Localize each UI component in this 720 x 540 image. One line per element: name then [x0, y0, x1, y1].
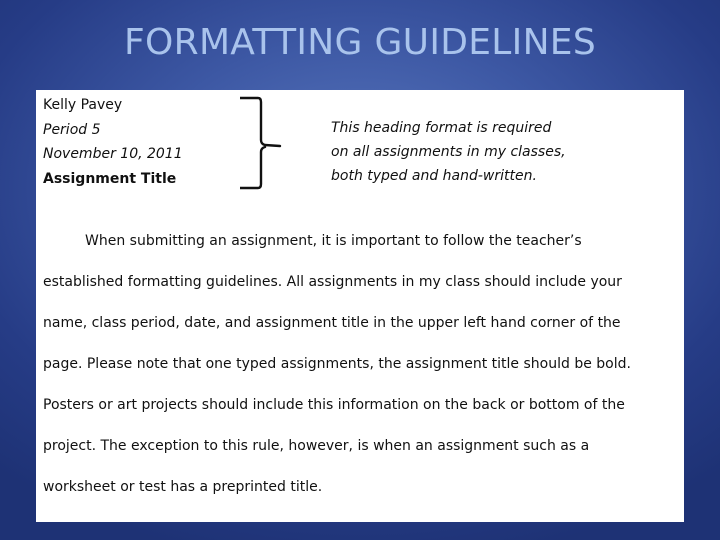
note-line: This heading format is required: [331, 120, 552, 136]
paragraph-line: When submitting an assignment, it is important to follow the teacher’s: [85, 233, 582, 249]
heading-date: November 10, 2011: [43, 146, 183, 162]
paragraph-line: name, class period, date, and assignment title in the upper left hand corner of the: [43, 315, 621, 331]
heading-example: [43, 93, 183, 191]
guidelines-paragraph: [43, 221, 671, 508]
paragraph-line: page. Please note that one typed assignments, the assignment title should be bold.: [43, 356, 631, 372]
right-brace-icon: [240, 96, 312, 190]
note-line: on all assignments in my classes,: [331, 144, 566, 160]
heading-note: [331, 116, 566, 188]
paragraph-line: worksheet or test has a preprinted title.: [43, 479, 323, 495]
class-period: Period 5: [43, 121, 101, 138]
slide-title: FORMATTING GUIDELINES: [123, 22, 596, 63]
assignment-title: Assignment Title: [43, 170, 177, 187]
paragraph-line: established formatting guidelines. All assignments in my class should include your: [43, 274, 622, 290]
paragraph-line: Posters or art projects should include this information on the back or bottom of the: [43, 397, 625, 413]
note-line: both typed and hand-written.: [331, 168, 537, 184]
paragraph-line: project. The exception to this rule, however, is when an assignment such as a: [43, 438, 590, 454]
content-box: [36, 90, 684, 522]
student-name: Kelly Pavey: [43, 97, 123, 113]
